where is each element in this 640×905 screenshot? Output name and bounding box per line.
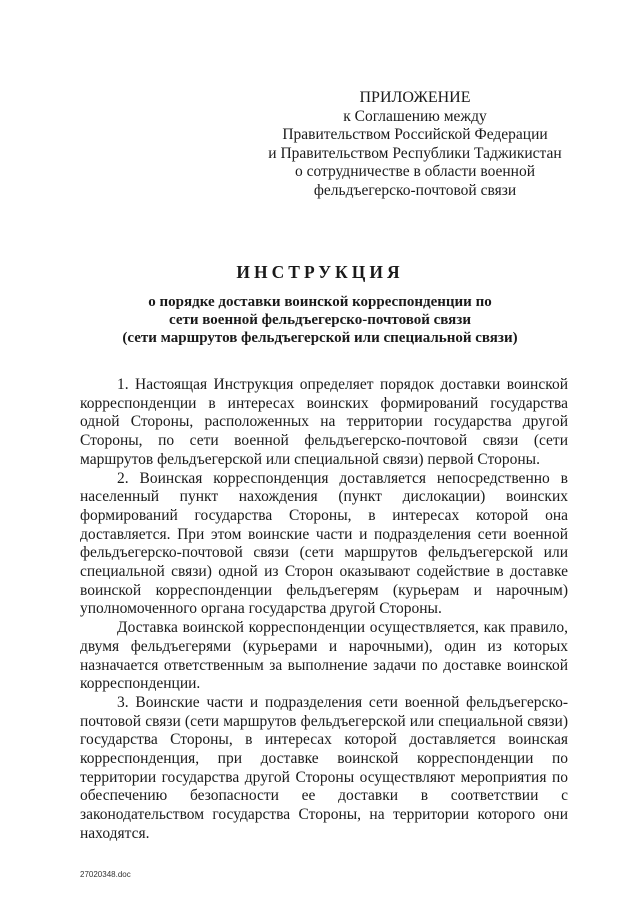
file-name-footer: 27020348.doc [80,870,131,879]
paragraph-2: 2. Воинская корреспонденция доставляется непосредственно в населенный пункт нахождения (пункт дислокации) воинских формирований государства Стороны, в интересах которой она доставляется. При этом воинские части и подразделения сети военной фельдъегерско-почтовой связи (сети маршрутов фельдъегерской или специальной связи) одной из Сторон оказывают содействие в доставке воинской корреспонденции фельдъегерям (курьерам и нарочным) уполномоченного органа государства другой Стороны. [80,469,568,618]
appendix-line: к Соглашению между [343,107,487,125]
appendix-line: фельдъегерско-почтовой связи [313,181,517,199]
document-title: ИНСТРУКЦИЯ [236,262,404,282]
document-body [80,376,568,844]
appendix-line: о сотрудничестве в области военной [294,163,536,180]
document-subtitle-line: (сети маршрутов фельдъегерской или специальной связи) [122,330,518,346]
document-subtitle-line: сети военной фельдъегерско-почтовой связи [169,312,471,328]
paragraph-1: 1. Настоящая Инструкция определяет порядок доставки воинской корреспонденции в интересах воинских формирований государства одной Стороны, расположенных на территории государства другой Стороны, по сети военной фельдъегерско-почтовой связи (сети маршрутов фельдъегерской или специальной связи) первой Стороны. [80,376,568,468]
paragraph-2-continued: Доставка воинской корреспонденции осуществляется, как правило, двумя фельдъегерями (курьерами и нарочными), один из которых назначается ответственным за выполнение задачи по доставке воинской корреспонденции. [80,619,568,693]
appendix-line: Правительством Российской Федерации [282,126,548,143]
appendix-header [250,89,580,200]
appendix-line: и Правительством Республики Таджикистан [268,144,562,162]
paragraph-3: 3. Воинские части и подразделения сети военной фельдъегерско-почтовой связи (сети маршрутов фельдъегерской или специальной связи) государства Стороны, в интересах которой доставляется воинская корреспонденция, при доставке воинской корреспонденции по территории государства другой Стороны осуществляют мероприятия по обеспечению безопасности ее доставки в соответствии с законодательством государства Стороны, на территории которого они находятся. [80,693,568,842]
appendix-title: ПРИЛОЖЕНИЕ [359,89,471,106]
document-subtitle-line: о порядке доставки воинской корреспонденции по [148,294,492,310]
document-heading [70,262,570,347]
